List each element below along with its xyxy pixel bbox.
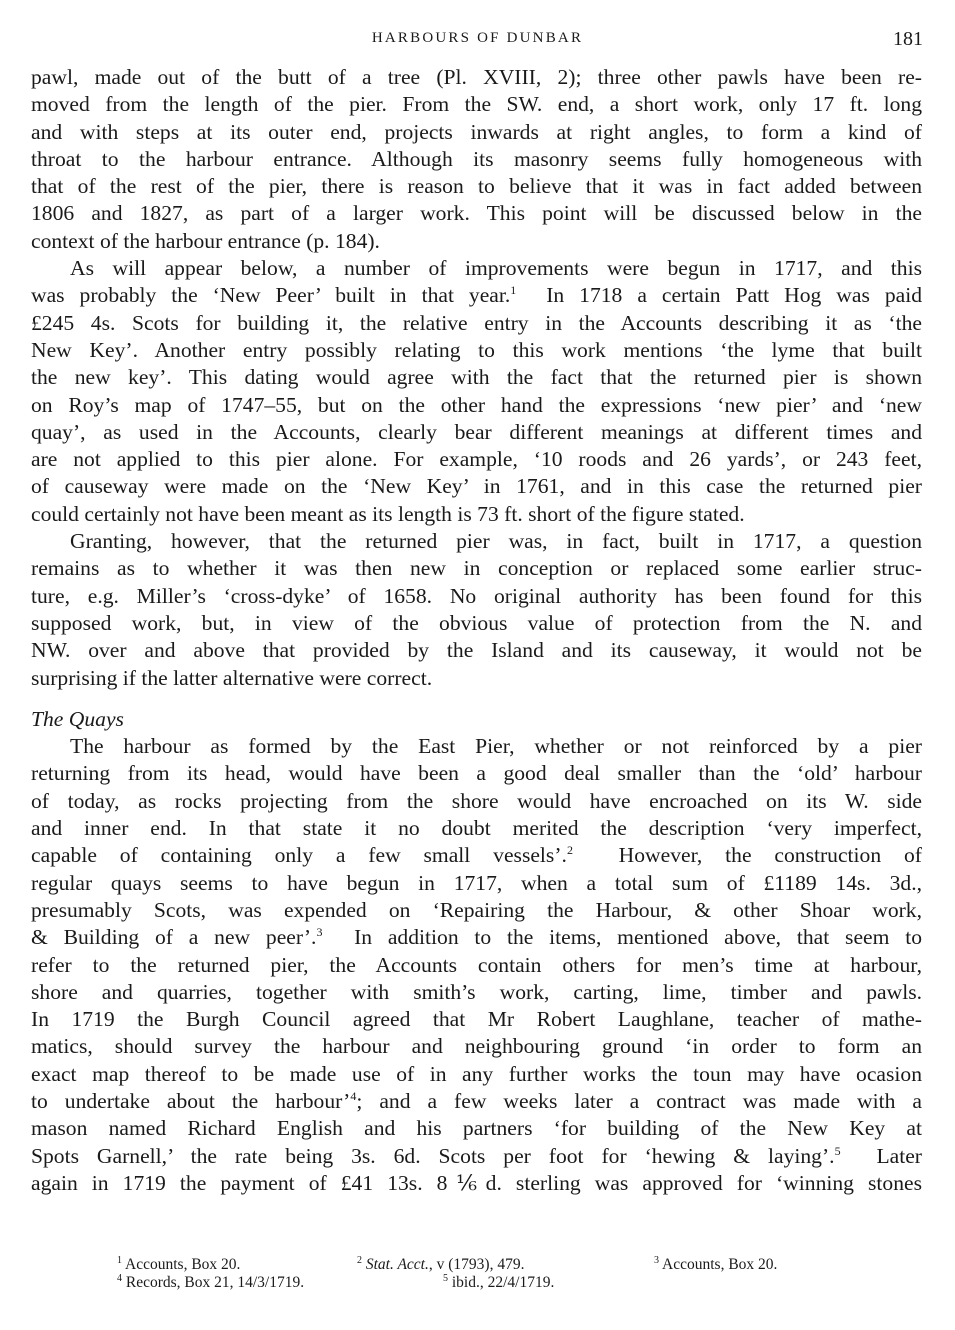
text-line: and with steps at its outer end, projects inwards at right angles, to form a kind of (31, 119, 922, 144)
footnote-2: $^2$ Stat. Acct., v (1793), 479. (357, 1255, 525, 1273)
footnote-ref-2[interactable]: 2 (566, 843, 573, 858)
paragraph-granting (31, 528, 922, 692)
text-line: surprising if the latter alternative were correct. (31, 665, 433, 690)
body-text (31, 64, 922, 1197)
page-number: 181 (893, 28, 923, 50)
section-heading: The Quays (31, 706, 124, 731)
text-line: could certainly not have been meant as its length is 73 ft. short of the figure stated. (31, 501, 745, 526)
text-line: regular quays seems to have begun in 1717, when a total sum of £1189 14s. 3d., (31, 870, 922, 895)
text-line: shore and quarries, together with smith’s work, carting, lime, timber and pawls. (31, 979, 922, 1004)
text-line: In 1719 the Burgh Council agreed that Mr Robert Laughlane, teacher of mathe- (31, 1007, 922, 1032)
text-line: returning from its head, would have been a good deal smaller than the ‘old’ harbour (31, 761, 922, 786)
running-header (0, 28, 955, 54)
text-line: capable of containing only a few small vessels’.$^2$ However, the construction of (31, 843, 922, 868)
footnote-3: $^3$ Accounts, Box 20. (654, 1255, 778, 1273)
text-line: pawl, made out of the butt of a tree (Pl. XVIII, 2); three other pawls have been re- (31, 65, 922, 89)
text-line: supposed work, but, in view of the obvious value of protection from the N. and (31, 610, 922, 635)
footnote-4: $^4$ Records, Box 21, 14/3/1719. (117, 1273, 305, 1291)
text-line: was probably the ‘New Peer’ built in that year.$^1$ In 1718 a certain Patt Hog was paid (31, 283, 922, 308)
text-line: 1806 and 1827, as part of a larger work. This point will be discussed below in the (31, 201, 922, 226)
text-line: New Key’. Another entry possibly relating to this work mentions ‘the lyme that built (31, 337, 922, 362)
text-line: & Building of a new peer’.$^3$ In addition to the items, mentioned above, that seem to (31, 925, 922, 950)
footnote-ref-3[interactable]: 3 (316, 925, 323, 940)
text-line: again in 1719 the payment of £41 13s. 8⅙d. sterling was approved for ‘winning stones (31, 1170, 922, 1195)
text-line: throat to the harbour entrance. Although its masonry seems fully homogeneous with (31, 146, 922, 171)
text-line: on Roy’s map of 1747–55, but on the other hand the expressions ‘new pier’ and ‘new (31, 392, 922, 417)
paragraph-quays (31, 733, 922, 1197)
text-line: context of the harbour entrance (p. 184). (31, 228, 380, 253)
text-line: remains as to whether it was then new in conception or replaced some earlier struc- (31, 556, 922, 581)
text-line: of causeway were made on the ‘New Key’ in 1761, and in this case the returned pier (31, 474, 922, 499)
footnote-ref-4[interactable]: 4 (350, 1088, 357, 1103)
footnote-ref-1[interactable]: 1 (510, 283, 517, 298)
text-line: of today, as rocks projecting from the shore would have encroached on its W. side (31, 788, 922, 813)
text-line: refer to the returned pier, the Accounts contain others for men’s time at harbour, (31, 952, 922, 977)
text-line: The harbour as formed by the East Pier, whether or not reinforced by a pier (70, 734, 922, 759)
text-line: matics, should survey the harbour and neighbouring ground ‘in order to form an (31, 1034, 922, 1059)
running-title: HARBOURS OF DUNBAR (371, 30, 584, 46)
footnotes (117, 1256, 857, 1292)
paragraph-continuation (31, 64, 922, 255)
text-line: are not applied to this pier alone. For example, ‘10 roods and 26 yards’, or 243 feet, (31, 447, 922, 472)
footnote-5: $^5$ ibid., 22/4/1719. (443, 1273, 555, 1291)
text-line: £245 4s. Scots for building it, the relative entry in the Accounts describing it as ‘the (31, 310, 922, 335)
footnote-row (117, 1256, 857, 1274)
text-line: that of the rest of the pier, there is reason to believe that it was in fact added between (31, 174, 922, 199)
text-line: the new key’. This dating would agree with the fact that the returned pier is shown (31, 365, 922, 390)
footnote-1: $^1$ Accounts, Box 20. (117, 1255, 241, 1273)
text-line: NW. over and above that provided by the Island and its causeway, it would not be (31, 638, 922, 663)
text-line: and inner end. In that state it no doubt merited the description ‘very imperfect, (31, 816, 922, 841)
text-line: Spots Garnell,’ the rate being 3s. 6d. Scots per foot for ‘hewing & laying’.$^5$ Later (31, 1143, 922, 1168)
text-line: As will appear below, a number of improvements were begun in 1717, and this (70, 256, 922, 281)
footnote-ref-5[interactable]: 5 (834, 1143, 841, 1158)
text-line: exact map thereof to be made use of in any further works the toun may have ocasion (31, 1061, 922, 1086)
text-line: mason named Richard English and his partners ‘for building of the New Key at (31, 1116, 922, 1141)
paragraph-new-peer (31, 255, 922, 528)
text-line: presumably Scots, was expended on ‘Repairing the Harbour, & other Shoar work, (31, 897, 922, 922)
text-line: to undertake about the harbour’$^4$; and a few weeks later a contract was made with a (31, 1088, 922, 1113)
text-line: ture, e.g. Miller’s ‘cross-dyke’ of 1658. No original authority has been found for this (31, 583, 922, 608)
text-line: Granting, however, that the returned pier was, in fact, built in 1717, a question (70, 529, 922, 554)
footnote-row (117, 1274, 857, 1292)
text-line: quay’, as used in the Accounts, clearly bear different meanings at different times and (31, 419, 922, 444)
text-line: moved from the length of the pier. From the SW. end, a short work, only 17 ft. long (31, 92, 922, 117)
